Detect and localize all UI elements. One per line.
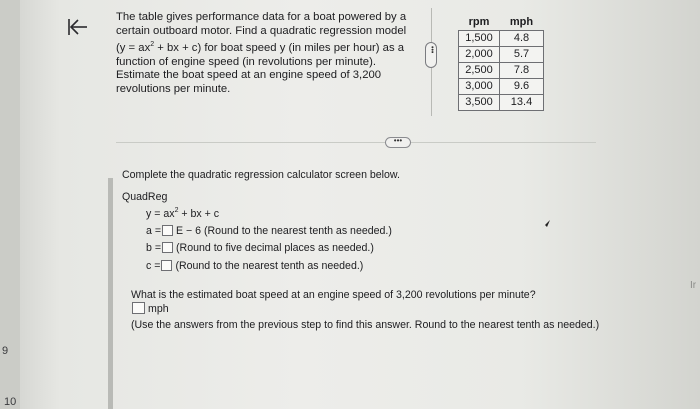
coefficient-c-row	[146, 260, 363, 272]
problem-line: certain outboard motor. Find a quadratic regression model	[116, 24, 407, 37]
speed-answer-row	[131, 302, 169, 315]
expand-handle[interactable]	[425, 42, 437, 68]
c-input[interactable]	[161, 260, 172, 271]
problem-text: (y = ax	[116, 42, 151, 54]
cell-mph: 9.6	[500, 78, 544, 94]
instruction-text: Complete the quadratic regression calculator screen below.	[122, 169, 400, 181]
unit-label: mph	[148, 303, 169, 315]
column-header-rpm: rpm	[468, 15, 490, 28]
column-header-mph: mph	[509, 15, 534, 28]
cell-mph: 5.7	[500, 46, 544, 62]
quadreg-label: QuadReg	[122, 191, 168, 203]
section-divider	[116, 142, 596, 143]
more-button[interactable]	[385, 137, 411, 148]
problem-line-model	[116, 38, 416, 56]
edge-fragment: Ir	[690, 280, 697, 291]
table-row	[459, 30, 544, 46]
coefficient-b-row	[146, 242, 374, 254]
note-text: (Use the answers from the previous step to find this answer. Round to the nearest tenth as needed.)	[131, 319, 600, 331]
cell-rpm: 2,500	[459, 62, 500, 78]
c-hint: (Round to the nearest tenth as needed.)	[175, 260, 364, 272]
more-dots: •••	[393, 136, 403, 145]
cell-mph: 13.4	[500, 94, 544, 110]
model-text: y = ax	[146, 208, 175, 220]
model-equation	[146, 207, 219, 220]
problem-text: + bx + c) for boat speed y (in miles per hour) as a	[154, 42, 405, 54]
back-arrow-icon[interactable]	[66, 16, 90, 38]
table-row	[459, 78, 544, 94]
cell-mph: 7.8	[500, 62, 544, 78]
problem-line: The table gives performance data for a boat powered by a	[116, 11, 407, 23]
answer-section-bar	[108, 178, 113, 409]
a-label: a =	[146, 225, 162, 237]
model-text: + bx + c	[178, 208, 220, 220]
b-hint: (Round to five decimal places as needed.)	[176, 242, 374, 254]
c-label: c =	[146, 260, 161, 272]
table-row	[459, 94, 544, 110]
question-text: What is the estimated boat speed at an engine speed of 3,200 revolutions per minute?	[131, 289, 536, 301]
b-input[interactable]	[162, 242, 173, 253]
problem-line: function of engine speed (in revolutions per minute).	[116, 55, 376, 68]
coefficient-a-row	[146, 225, 392, 237]
cell-rpm: 1,500	[459, 30, 500, 46]
a-input[interactable]	[162, 225, 173, 236]
table-row	[459, 62, 544, 78]
problem-line: Estimate the boat speed at an engine speed of 3,200	[116, 69, 382, 81]
exponent: 2	[150, 41, 155, 48]
problem-statement	[116, 11, 416, 96]
speed-input[interactable]	[132, 302, 145, 314]
problem-line: revolutions per minute.	[116, 82, 231, 95]
cell-rpm: 3,000	[459, 78, 500, 94]
cell-rpm: 2,000	[459, 46, 500, 62]
exponent: 2	[174, 207, 179, 214]
margin-number-top: 9	[2, 345, 9, 357]
a-hint: E − 6 (Round to the nearest tenth as needed.)	[176, 225, 392, 237]
cell-rpm: 3,500	[459, 94, 500, 110]
table-row	[459, 46, 544, 62]
expand-dots: •••	[428, 46, 435, 54]
margin-number-bottom: 10	[4, 396, 17, 408]
b-label: b =	[146, 242, 162, 254]
mouse-cursor-icon	[541, 219, 551, 229]
cell-mph: 4.8	[500, 30, 544, 46]
data-table	[458, 14, 544, 111]
